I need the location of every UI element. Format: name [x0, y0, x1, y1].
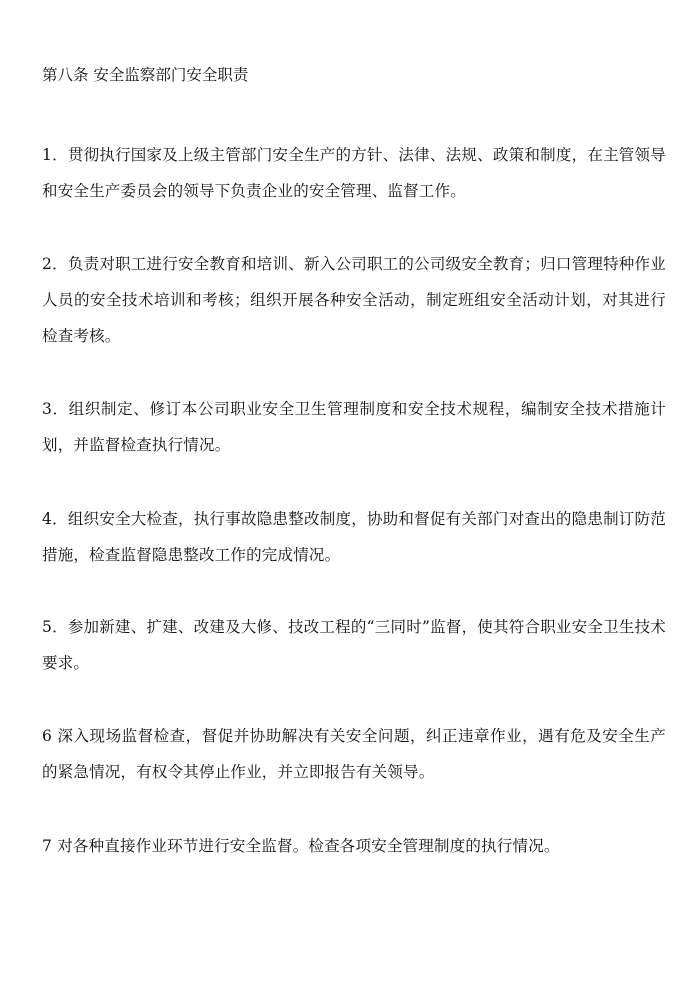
- clause-7: 7 对各种直接作业环节进行安全监督。检查各项安全管理制度的执行情况。: [42, 837, 560, 855]
- clause-3: 3．组织制定、修订本公司职业安全卫生管理制度和安全技术规程，编制安全技术措施计划，并监督检查执行情况。: [42, 400, 666, 454]
- clause-6: 6 深入现场监督检查，督促并协助解决有关安全问题，纠正违章作业，遇有危及安全生产的紧急情况，有权令其停止作业，并立即报告有关领导。: [42, 727, 666, 781]
- article-heading: 第八条 安全监察部门安全职责: [42, 66, 249, 84]
- clause-5: 5．参加新建、扩建、改建及大修、技改工程的“三同时”监督，使其符合职业安全卫生技术要求。: [42, 618, 666, 672]
- clause-4: 4．组织安全大检查，执行事故隐患整改制度，协助和督促有关部门对查出的隐患制订防范措施，检查监督隐患整改工作的完成情况。: [42, 510, 666, 564]
- clause-1: 1．贯彻执行国家及上级主管部门安全生产的方针、法律、法规、政策和制度，在主管领导和安全生产委员会的领导下负责企业的安全管理、监督工作。: [42, 146, 666, 200]
- clause-2: 2．负责对职工进行安全教育和培训、新入公司职工的公司级安全教育；归口管理特种作业人员的安全技术培训和考核；组织开展各种安全活动，制定班组安全活动计划，对其进行检查考核。: [42, 255, 666, 345]
